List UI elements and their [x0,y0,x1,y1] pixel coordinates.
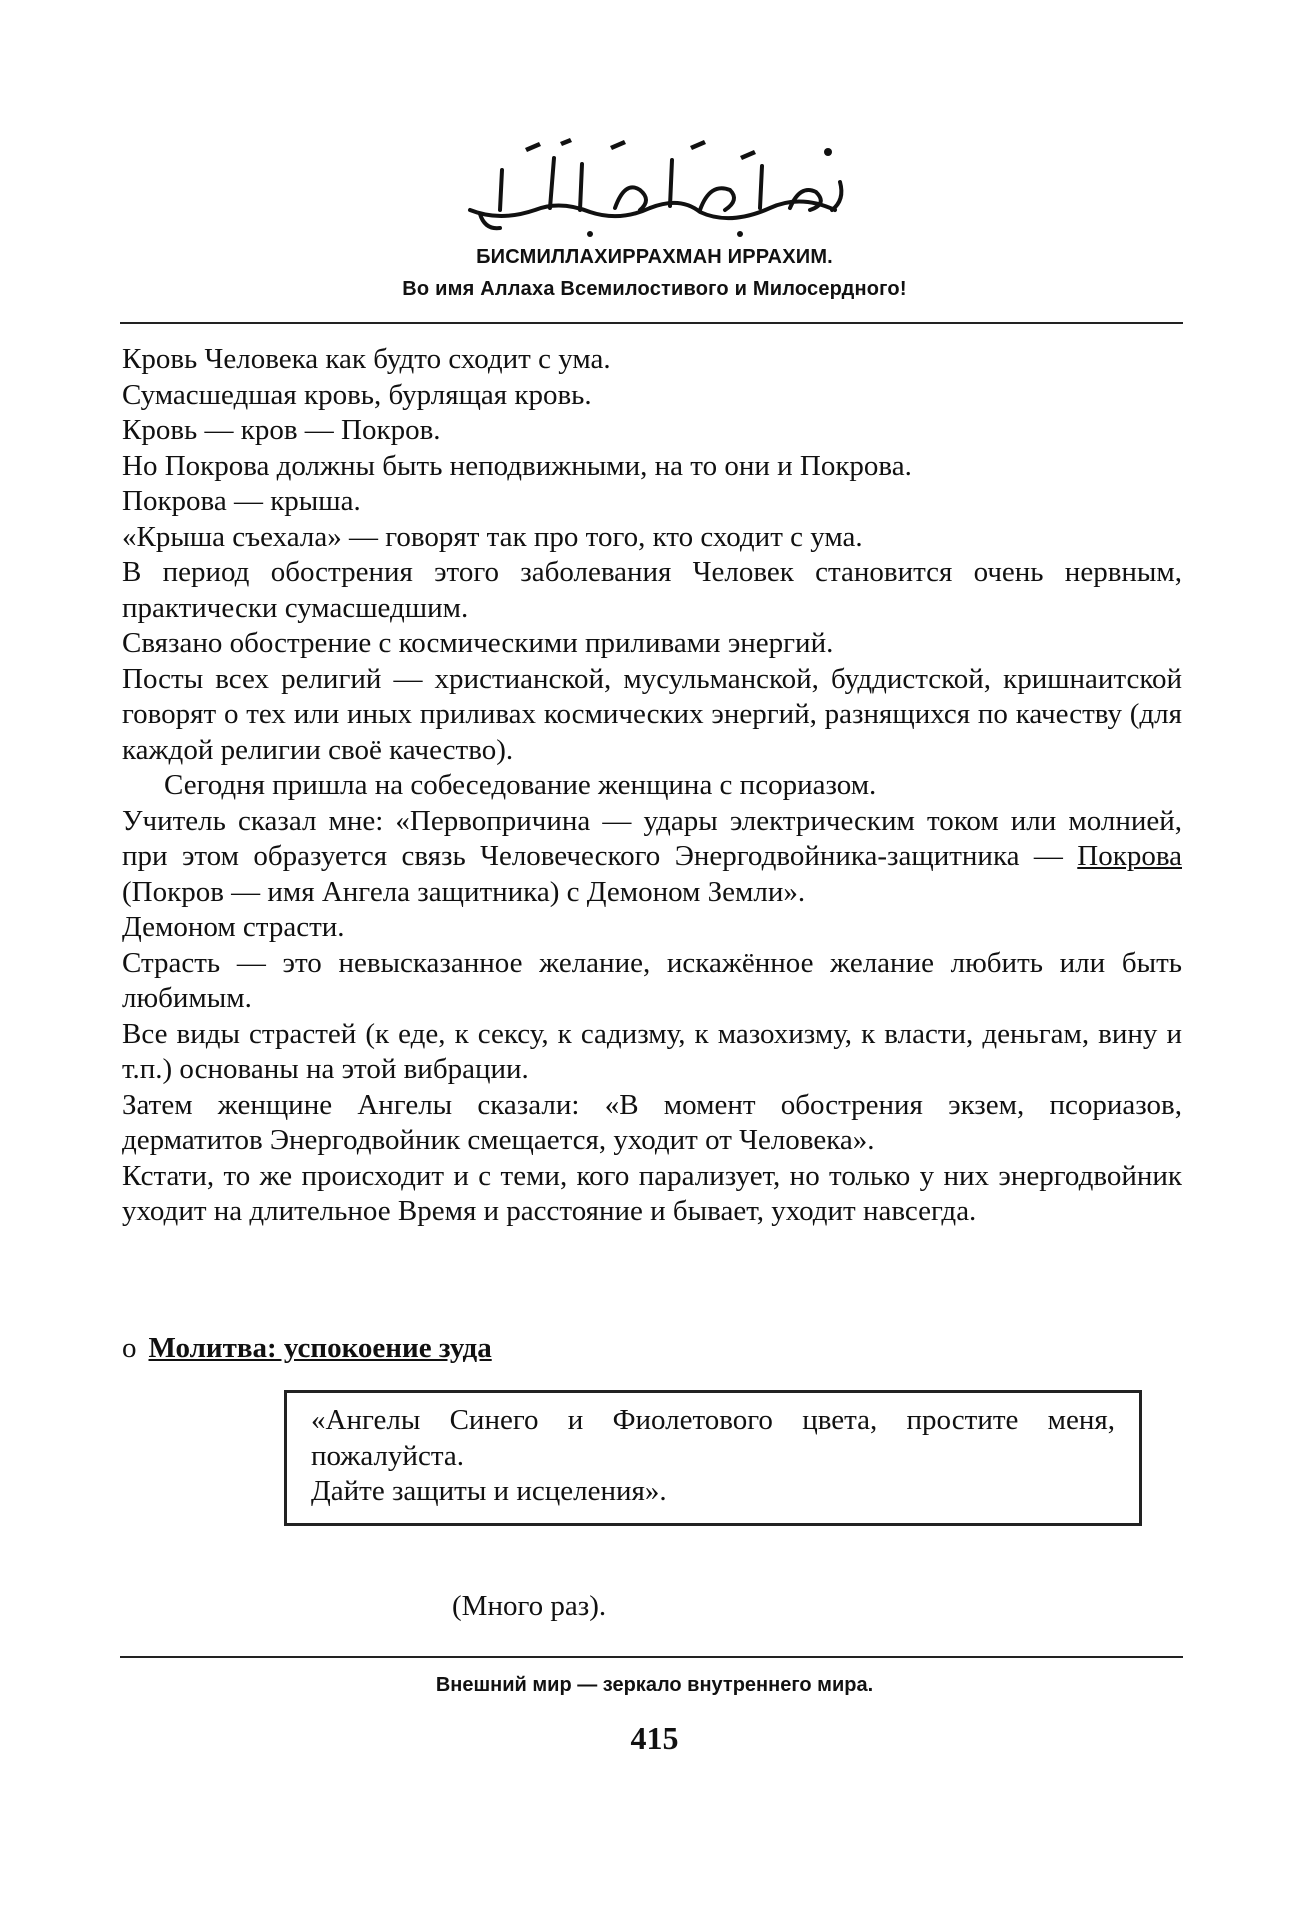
body-text [122,342,1182,1230]
body-paragraph: Демоном страсти. [122,911,345,943]
body-paragraph: Затем женщине Ангелы сказали: «В момент обострения экзем, псориазов, дерматитов Энергодвойник смещается, уходит от Человека». [122,1088,1182,1156]
body-paragraph: Но Покрова должны быть неподвижными, на то они и Покрова. [122,449,912,482]
prayer-line: «Ангелы Синего и Фиолетового цвета, простите меня, пожалуйста. [311,1404,1115,1472]
header-bismillah-transliteration: БИСМИЛЛАХИРРАХМАН ИРРАХИМ. [476,246,833,268]
footer-motto: Внешний мир — зеркало внутреннего мира. [435,1674,874,1696]
body-paragraph: Кровь Человека как будто сходит с ума. [122,343,611,375]
bullet-icon: o [122,1332,137,1364]
top-divider [120,322,1183,324]
quote-underlined-word: Покрова [1077,840,1182,872]
prayer-box [284,1390,1142,1526]
body-paragraph: Посты всех религий — христианской, мусульманской, буддистской, кришнаитской говорят о тех или иных приливах космических энергий, разнящихся по качеству (для каждой религии своё качество). [122,662,1182,766]
body-paragraph: Все виды страстей (к еде, к сексу, к садизму, к мазохизму, к власти, деньгам, вину и т.п.) основаны на этой вибрации. [122,1017,1182,1085]
prayer-title: Молитва: успокоение зуда [148,1332,492,1364]
body-paragraph: Сумасшедшая кровь, бурлящая кровь. [122,378,592,411]
body-paragraph: Покрова — крыша. [122,485,361,517]
prayer-line: Дайте защиты и исцеления». [311,1475,667,1507]
quote-text-start: Учитель сказал мне: «Первопричина — удары электрическим током или молнией, при этом образуется связь Человеческого Энергодвойника-защитника — [122,804,1182,872]
body-paragraph: Сегодня пришла на собеседование женщина с псориазом. [164,769,877,801]
body-paragraph: Связано обострение с космическими приливами энергий. [122,627,834,659]
page-number: 415 [630,1720,679,1756]
body-paragraph-teacher-quote [122,804,1182,911]
body-paragraph: Страсть — это невысказанное желание, искажённое желание любить или быть любимым. [122,946,1182,1014]
bismillah-calligraphy-icon [440,130,860,240]
body-paragraph: Кровь — кров — Покров. [122,414,441,446]
body-paragraph: В период обострения этого заболевания Человек становится очень нервным, практически сумасшедшим. [122,556,1182,624]
header-bismillah-translation: Во имя Аллаха Всемилостивого и Милосердного! [402,278,907,300]
prayer-heading [122,1332,492,1365]
body-paragraph: «Крыша съехала» — говорят так про того, кто сходит с ума. [122,520,863,553]
prayer-repeat-note: (Много раз). [452,1590,607,1622]
bottom-divider [120,1656,1183,1658]
quote-text-end: (Покров — имя Ангела защитника) с Демоном Земли». [122,875,806,908]
body-paragraph: Кстати, то же происходит и с теми, кого парализует, но только у них энергодвойник уходит на длительное Время и расстояние и бывает, уходит навсегда. [122,1159,1182,1227]
